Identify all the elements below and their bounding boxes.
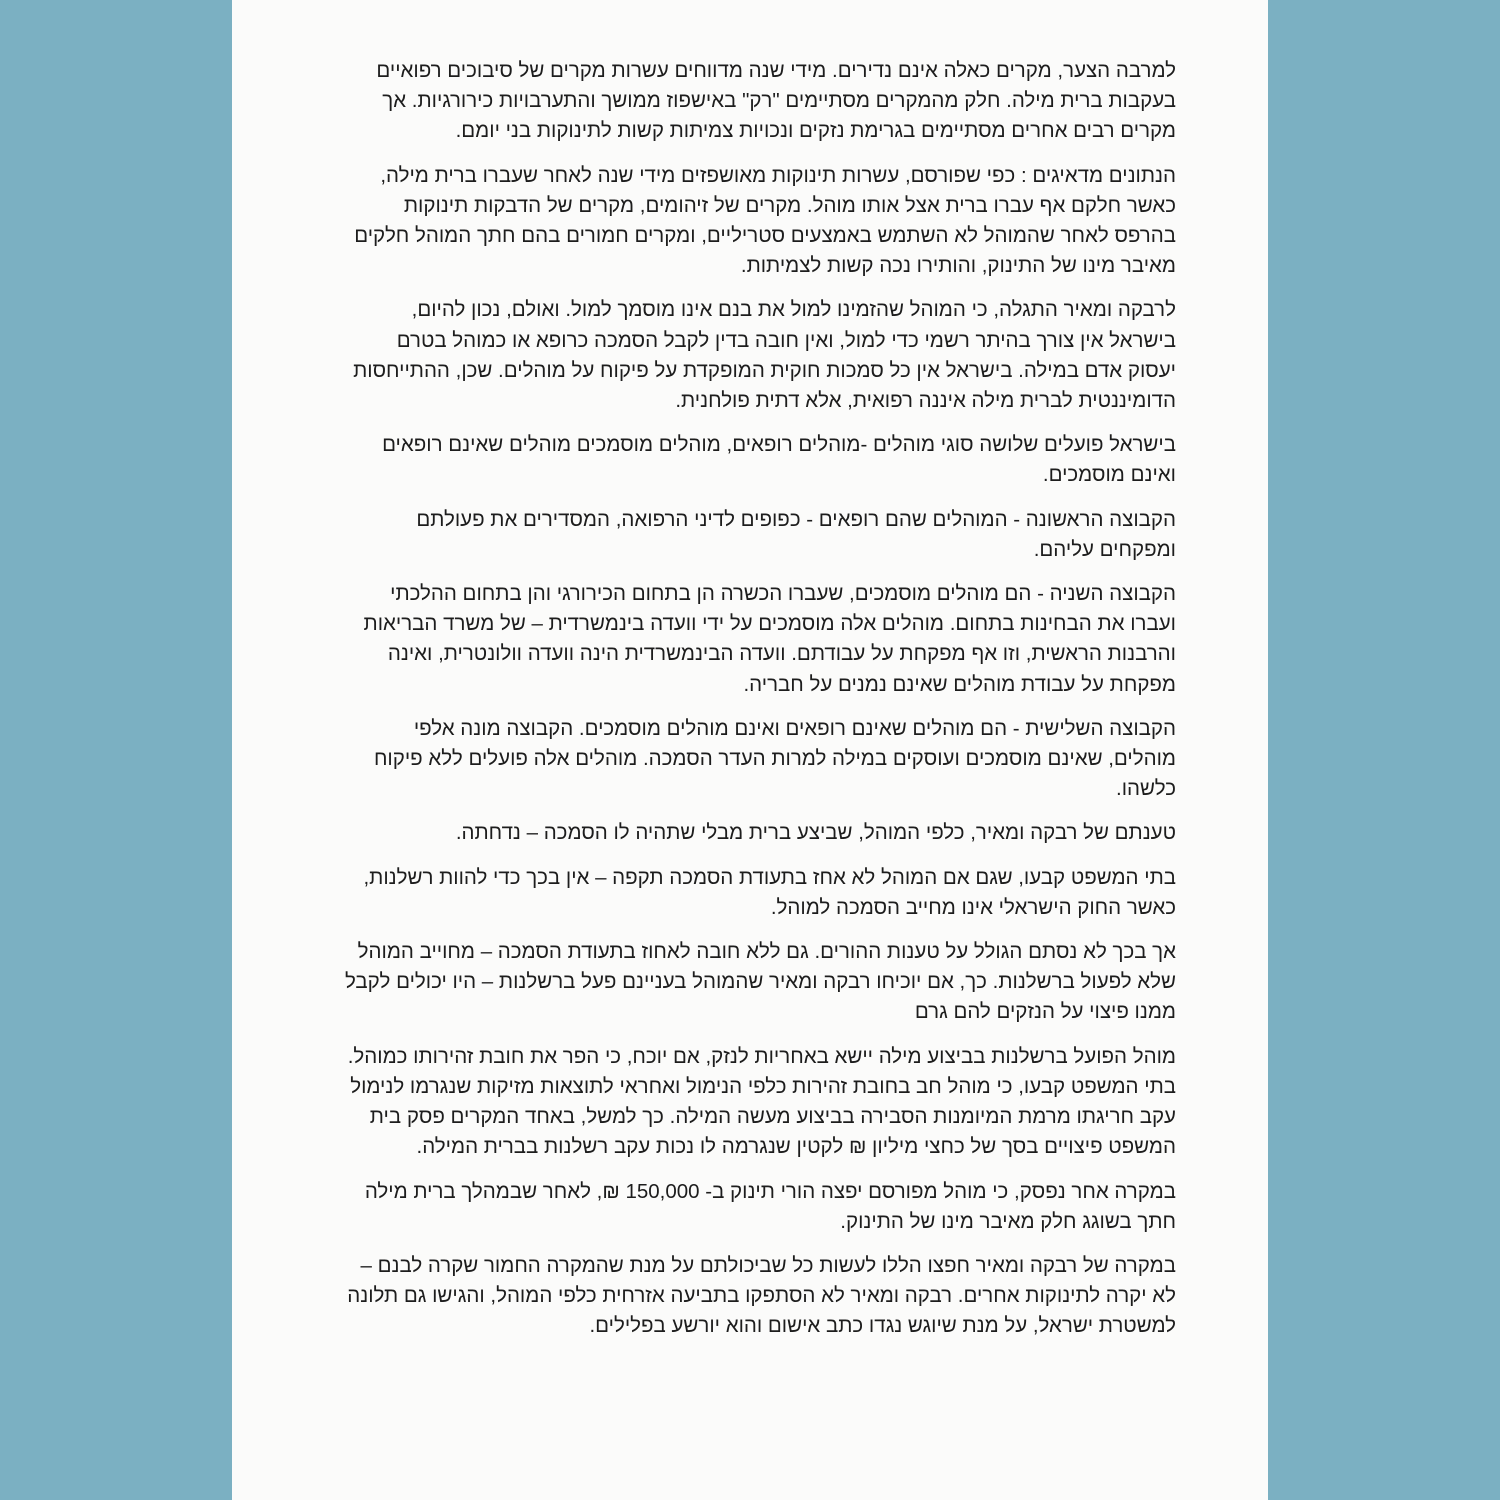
document-page — [232, 0, 1268, 1500]
paragraph: הקבוצה השלישית - הם מוהלים שאינם רופאים ואינם מוהלים מוסמכים. הקבוצה מונה אלפי מוהלים, שאינם מוסמכים ועוסקים במילה למרות העדר הסמכה. מוהלים אלה פועלים ללא פיקוח כלשהו. — [373, 716, 1176, 801]
paragraph: במקרה של רבקה ומאיר חפצו הללו לעשות כל שביכולתם על מנת שהמקרה החמור שקרה לבנם – לא יקרה לתינוקות אחרים. רבקה ומאיר לא הסתפקו בתביעה אזרחית כלפי המוהל, והגישו גם תלונה למשטרת ישראל, על מנת שיוגש נגדו כתב אישום והוא יורשע בפלילים. — [347, 1253, 1176, 1338]
paragraph: למרבה הצער, מקרים כאלה אינם נדירים. מידי שנה מדווחים עשרות מקרים של סיבוכים רפואיים בעקבות ברית מילה. חלק מהמקרים מסתיימים "רק" באישפוז ממושך והתערבויות כירורגיות. אך מקרים רבים אחרים מסתיימים בגרימת נזקים ונכויות צמיתות קשות לתינוקות בני יומם. — [376, 59, 1176, 143]
paragraph: טענתם של רבקה ומאיר, כלפי המוהל, שביצע ברית מבלי שתהיה לו הסמכה – נדחתה. — [455, 821, 1176, 845]
paragraph: הנתונים מדאיגים : כפי שפורסם, עשרות תינוקות מאושפזים מידי שנה לאחר שעברו ברית מילה, כאשר חלקם אף עברו ברית אצל אותו מוהל. מקרים של זיהומים, מקרים של הדבקות תינוקות בהרפס לאחר שהמוהל לא השתמש באמצעים סטריליים, ומקרים חמורים בהם חתך המוהל חלקים מאיבר מינו של התינוק, והותירו נכה קשות לצמיתות. — [354, 163, 1176, 278]
paragraph: הקבוצה השניה - הם מוהלים מוסמכים, שעברו הכשרה הן בתחום הכירורגי והן בתחום ההלכתי ועברו את הבחינות בתחום. מוהלים אלה מוסמכים על ידי וועדה בינמשרדית – של משרד הבריאות והרבנות הראשית, וזו אף מפקחת על עבודתם. וועדה הבינמשרדית הינה וועדה וולונטרית, ואינה מפקחת על עבודת מוהלים שאינם נמנים על חבריה. — [363, 582, 1176, 696]
paragraph: אך בכך לא נסתם הגולל על טענות ההורים. גם ללא חובה לאחוז בתעודת הסמכה – מחוייב המוהל שלא לפעול ברשלנות. כך, אם יוכיחו רבקה ומאיר שהמוהל בעניינם פעל ברשלנות – היו יכולים לקבל ממנו פיצוי על הנזקים להם גרם — [344, 940, 1176, 1024]
paragraph: הקבוצה הראשונה - המוהלים שהם רופאים - כפופים לדיני הרפואה, המסדירים את פעולתם ומפקחים עליהם. — [416, 507, 1176, 561]
paragraph: בישראל פועלים שלושה סוגי מוהלים -מוהלים רופאים, מוהלים מוסמכים מוהלים שאינם רופאים ואינם מוסמכים. — [382, 433, 1176, 487]
paragraph: לרבקה ומאיר התגלה, כי המוהל שהזמינו למול את בנם אינו מוסמך למול. ואולם, נכון להיום, בישראל אין צורך בהיתר רשמי כדי למול, ואין חובה בדין לקבל הסמכה כרופא או כמוהל בטרם יעסוק אדם במילה. בישראל אין כל סמכות חוקית המופקדת על פיקוח על מוהלים. שכן, ההתייחסות הדומיננטית לברית מילה איננה רפואית, אלא דתית פולחנית. — [353, 298, 1176, 413]
paragraph: מוהל הפועל ברשלנות בביצוע מילה יישא באחריות לנזק, אם יוכח, כי הפר את חובת זהירותו כמוהל. בתי המשפט קבעו, כי מוהל חב בחובת זהירות כלפי הנימול ואחראי לתוצאות מזיקות שנגרמו לנימול עקב חריגתו מרמת המיומנות הסבירה בביצוע מעשה המילה. כך למשל, באחד המקרים פסק בית המשפט פיצויים בסך של כחצי מיליון ₪ לקטין שנגרמה לו נכות עקב רשלנות בברית המילה. — [347, 1044, 1176, 1159]
paragraph: במקרה אחר נפסק, כי מוהל מפורסם יפצה הורי תינוק ב- 150,000 ₪, לאחר שבמהלך ברית מילה חתך בשוגג חלק מאיבר מינו של התינוק. — [364, 1179, 1176, 1233]
paragraph: בתי המשפט קבעו, שגם אם המוהל לא אחז בתעודת הסמכה תקפה – אין בכך כדי להוות רשלנות, כאשר החוק הישראלי אינו מחייב הסמכה למוהל. — [363, 865, 1176, 919]
document-body — [344, 56, 1176, 1356]
